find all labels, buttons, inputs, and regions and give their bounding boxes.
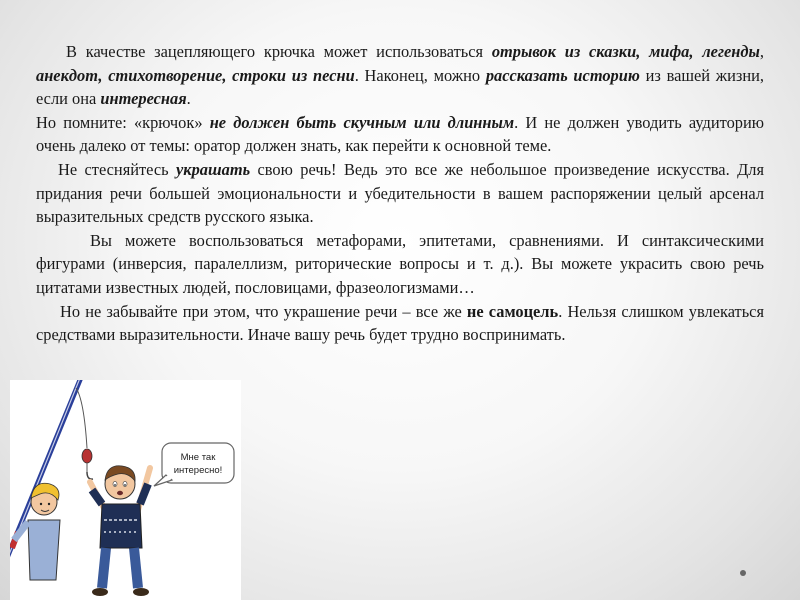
text-run: Но помните: «крючок» [36, 112, 210, 132]
text-run: , [759, 42, 764, 61]
text-run: свою речь! Ведь это все же небольшое произведение искусства. Для придания речи большей эмоциональности и убедительности в вашем распоряжении целый арсенал выразительных средств русского языка. [36, 159, 764, 227]
text-paragraph [36, 158, 764, 229]
bobber [82, 449, 92, 463]
text-run: . Нельзя слишком увлекаться средствами выразительности. Иначе вашу речь будет трудно воспринимать. [36, 301, 764, 345]
speech-bubble-line-1: Мне так [180, 452, 216, 463]
excited-character [90, 466, 150, 596]
text-run: В качестве зацепляющего крючка может использоваться [66, 42, 492, 61]
speech-bubble-line-2: интересно! [173, 465, 223, 476]
text-run: Но не забывайте при этом, что украшение речи – все же [60, 301, 467, 321]
fishing-hook-cartoon [10, 380, 241, 600]
text-run: . И не должен уводить аудиторию очень далеко от темы: оратор должен знать, как перейти к основной теме. [36, 112, 764, 156]
emphasized-text: украшать [176, 159, 251, 179]
slide-bullet-dot [740, 570, 746, 576]
slide-body-text [36, 40, 764, 347]
blond-character [14, 483, 60, 580]
emphasized-text: отрывок из сказки, мифа, легенды [491, 42, 760, 61]
hook-illustration [10, 380, 241, 600]
text-paragraph [36, 111, 764, 158]
emphasized-text: интересная [100, 89, 187, 109]
emphasized-text: не должен быть скучным или длинным [209, 112, 515, 132]
emphasized-text: не самоцель [466, 301, 559, 321]
fishing-line [76, 388, 87, 448]
text-run: . Наконец, можно [354, 65, 486, 85]
speech-bubble [154, 443, 234, 486]
text-run: Вы можете воспользоваться метафорами, эпитетами, сравнениями. И синтаксическими фигурами (инверсия, паралеллизм, риторические вопросы и т. д.). Вы можете украсить свою речь цитатами известных людей, пословицами, фразеологизмами… [36, 230, 764, 297]
emphasized-text: рассказать историю [485, 65, 640, 85]
emphasized-text: анекдот, стихотворение, строки из песни [36, 65, 355, 85]
text-run: Не стесняйтесь [58, 159, 177, 179]
text-paragraph [36, 300, 764, 347]
hook [87, 472, 93, 479]
text-run: из вашей жизни, если она [36, 65, 764, 109]
text-paragraph [36, 229, 764, 300]
text-run: . [186, 89, 191, 109]
text-paragraph [36, 40, 764, 111]
